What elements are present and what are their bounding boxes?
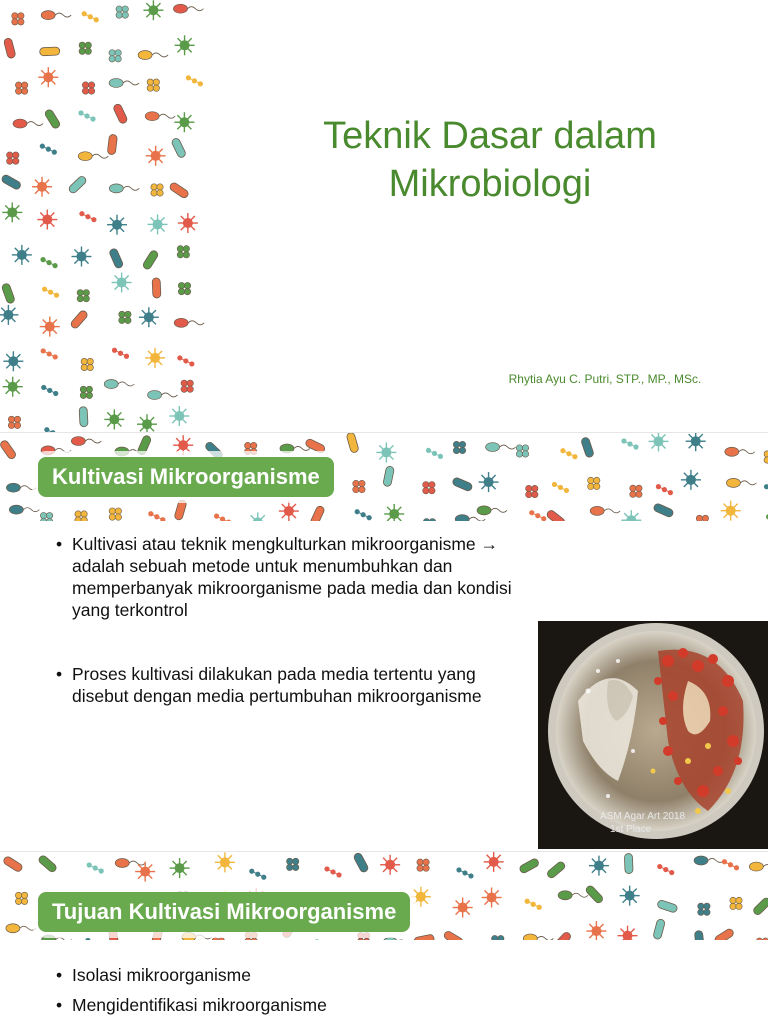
microbe-icon (0, 439, 17, 460)
microbe-icon (82, 11, 99, 22)
microbe-icon (492, 935, 504, 940)
microbe-icon (145, 112, 175, 121)
microbe-icon (215, 852, 235, 872)
microbe-icon (383, 466, 395, 487)
image-caption-2: 1st Place (610, 824, 652, 835)
microbe-icon (648, 433, 668, 451)
microbe-icon (41, 385, 58, 396)
microbe-icon (137, 414, 157, 432)
microbe-icon (178, 282, 190, 294)
microbe-icon (3, 351, 23, 371)
microbe-icon (147, 79, 159, 91)
microbe-icon (112, 348, 129, 359)
microbe-icon (653, 503, 675, 518)
microbe-icon (752, 896, 768, 916)
microbe-icon (714, 928, 735, 940)
microbe-icon (764, 484, 768, 495)
microbe-icon (764, 451, 768, 463)
microbe-icon (479, 472, 499, 492)
slide-tujuan (0, 852, 768, 1024)
microbe-icon (423, 518, 435, 521)
microbe-icon (726, 478, 756, 487)
microbe-icon (484, 852, 504, 872)
microbe-icon (186, 75, 203, 86)
microbe-icon (0, 305, 18, 325)
microbe-icon (178, 213, 198, 233)
microbe-icon (75, 511, 87, 521)
microbe-icon (414, 934, 435, 940)
microbe-icon (249, 869, 266, 880)
microbe-icon (85, 938, 102, 940)
microbe-icon (79, 42, 91, 54)
microbe-icon (3, 377, 23, 397)
microbe-icon (9, 505, 39, 514)
bullet-item: • Mengidentifikasi mikroorganisme (56, 994, 656, 1016)
microbe-icon (426, 448, 443, 459)
title-line-2: Mikrobiologi (388, 163, 592, 205)
microbe-icon (443, 930, 464, 940)
microbe-icon (112, 272, 132, 292)
microbe-icon (109, 50, 121, 62)
microbe-icon (109, 78, 139, 87)
microbe-icon (212, 938, 224, 940)
microbe-icon (82, 82, 94, 94)
microbe-icon (526, 485, 538, 497)
bullet-list (56, 964, 656, 1016)
microbe-icon (657, 864, 674, 875)
agar-art-photo (538, 621, 768, 849)
microbe-icon (423, 482, 435, 494)
microbe-icon (621, 510, 641, 521)
microbe-icon (79, 211, 96, 222)
microbe-icon (730, 897, 742, 909)
microbe-icon (621, 438, 638, 449)
microbe-icon (525, 899, 542, 910)
microbe-icon (756, 938, 768, 940)
microbe-icon (146, 146, 166, 166)
microbe-icon (12, 13, 24, 25)
microbe-icon (346, 433, 359, 453)
title-line-1: Teknik Dasar dalam (323, 115, 657, 157)
microbe-icon (104, 409, 124, 429)
microbe-icon (70, 309, 89, 329)
microbe-icon (486, 443, 516, 452)
bullet-item: • Proses kultivasi dilakukan pada media tertentu yang disebut dengan media pertumbuhan mikroorganisme (56, 663, 526, 707)
microbe-icon (417, 859, 429, 871)
microbe-icon (245, 442, 257, 454)
microbe-icon (3, 38, 16, 59)
microbe-icon (624, 853, 633, 873)
microbe-icon (686, 433, 706, 451)
microbe-icon (107, 134, 117, 155)
microbe-icon (618, 926, 638, 940)
microbe-icon (681, 470, 701, 490)
microbe-icon (310, 505, 326, 521)
microbe-icon (139, 307, 159, 327)
microbe-icon (656, 484, 673, 495)
microbe-icon (411, 887, 431, 907)
microbe-icon (305, 438, 326, 454)
microbe-icon (245, 932, 257, 940)
microbe-icon (6, 483, 36, 492)
microbe-icon (77, 290, 89, 302)
microbe-icon (630, 485, 642, 497)
microbe-icon (529, 510, 546, 521)
microbe-icon (32, 177, 52, 197)
microbe-icon (68, 175, 88, 195)
microbe-icon (107, 215, 127, 235)
section-heading: Tujuan Kultivasi Mikroorganisme (38, 892, 410, 932)
microbe-icon (40, 317, 60, 337)
microbe-icon (142, 249, 159, 270)
microbe-icon (380, 855, 400, 875)
microbe-icon (119, 311, 131, 323)
microbe-icon (174, 499, 187, 520)
microbe-icon (696, 515, 708, 521)
microbe-icon (324, 866, 341, 877)
microbe-icon (135, 862, 155, 882)
microbe-icon (112, 103, 128, 125)
microbe-icon (37, 210, 57, 230)
microbe-icon (455, 515, 485, 521)
microbe-icon (523, 934, 553, 940)
microbe-icon (586, 921, 606, 940)
microbe-icon (174, 318, 204, 327)
microbe-icon (109, 508, 121, 520)
microbe-icon (590, 506, 620, 515)
microbe-icon (173, 435, 193, 455)
microbe-icon (749, 862, 768, 871)
microbe-pattern-panel (0, 0, 206, 432)
microbe-icon (40, 512, 52, 521)
slide-title (0, 0, 768, 432)
microbe-icon (71, 437, 101, 446)
microbe-icon (353, 480, 365, 492)
microbe-icon (44, 427, 61, 432)
microbe-icon (314, 939, 331, 940)
microbe-icon (383, 937, 413, 940)
microbe-icon (170, 858, 190, 878)
microbe-icon (174, 112, 194, 132)
microbe-icon (585, 884, 605, 904)
section-heading: Kultivasi Mikroorganisme (38, 457, 334, 497)
microbe-icon (42, 935, 72, 940)
microbe-icon (453, 441, 465, 453)
microbe-icon (214, 514, 231, 521)
microbe-icon (725, 447, 755, 456)
microbe-icon (722, 859, 739, 870)
microbe-icon (8, 416, 20, 428)
microbe-icon (546, 860, 566, 879)
microbe-icon (87, 862, 104, 873)
microbe-icon (558, 891, 588, 900)
microbe-icon (1, 174, 22, 191)
microbe-icon (552, 482, 569, 493)
microbe-icon (280, 444, 310, 453)
microbe-icon (40, 47, 60, 56)
microbe-icon (13, 119, 43, 128)
microbe-icon (40, 144, 57, 155)
microbe-icon (355, 509, 372, 520)
microbe-icon (2, 855, 23, 872)
microbe-icon (173, 4, 203, 13)
microbe-icon (148, 214, 168, 234)
microbe-icon (38, 67, 58, 87)
microbe-icon (358, 932, 370, 940)
microbe-icon (169, 181, 190, 199)
microbe-icon (694, 930, 704, 940)
author-name: Rhytia Ayu C. Putri, STP., MP., MSc. (508, 372, 702, 386)
microbe-icon (518, 858, 539, 875)
microbe-icon (12, 245, 32, 265)
microbe-icon (482, 887, 502, 907)
microbe-icon (177, 355, 194, 366)
microbe-icon (452, 477, 474, 492)
microbe-icon (116, 6, 128, 18)
microbe-icon (151, 184, 163, 196)
microbe-icon (79, 407, 88, 427)
microbe-icon (41, 348, 58, 359)
microbe-icon (41, 446, 71, 455)
microbe-icon (143, 0, 163, 20)
microbe-icon (42, 287, 59, 298)
microbe-pattern (0, 0, 206, 432)
microbe-icon (80, 386, 92, 398)
microbe-icon (721, 501, 741, 521)
microbe-icon (698, 903, 710, 915)
microbe-icon (653, 918, 666, 939)
microbe-icon (694, 856, 724, 865)
microbe-icon (15, 892, 27, 904)
microbe-icon (152, 278, 161, 298)
microbe-icon (169, 406, 189, 426)
microbe-icon (7, 152, 19, 164)
microbe-icon (175, 35, 195, 55)
slide-title-text (230, 112, 750, 208)
microbe-icon (286, 858, 298, 870)
microbe-icon (384, 504, 404, 521)
microbe-icon (6, 924, 36, 933)
bullet-item: • Kultivasi atau teknik mengkulturkan mikroorganisme → adalah sebuah metode untuk menumbuhkan dan memperbanyak mikroorganisme pada media dan kondisi yang terkontrol (56, 533, 526, 621)
microbe-icon (279, 501, 299, 521)
microbe-icon (148, 511, 165, 521)
image-caption-1: ASM Agar Art 2018 (600, 811, 686, 822)
microbe-icon (353, 852, 369, 873)
microbe-icon (580, 437, 594, 459)
microbe-icon (248, 512, 268, 521)
microbe-icon (453, 898, 473, 918)
microbe-icon (560, 448, 577, 459)
microbe-icon (41, 11, 71, 20)
microbe-icon (177, 246, 189, 258)
microbe-icon (553, 931, 573, 940)
microbe-icon (78, 152, 108, 161)
microbe-icon (2, 202, 22, 222)
microbe-icon (109, 248, 124, 270)
microbe-icon (589, 856, 609, 876)
bullet-item: • Isolasi mikroorganisme (56, 964, 656, 986)
microbe-icon (620, 886, 640, 906)
microbe-icon (657, 899, 679, 913)
microbe-icon (376, 442, 396, 462)
microbe-icon (171, 137, 187, 158)
microbe-icon (37, 854, 57, 873)
microbe-icon (15, 82, 27, 94)
microbe-icon (109, 184, 139, 193)
microbe-icon (78, 110, 95, 121)
microbe-icon (456, 867, 473, 878)
microbe-icon (182, 932, 212, 940)
microbe-icon (516, 445, 528, 457)
slide-kultivasi (0, 433, 768, 851)
microbe-icon (145, 348, 165, 368)
microbe-icon (148, 390, 178, 399)
microbe-icon (181, 380, 193, 392)
microbe-icon (588, 477, 600, 489)
microbe-icon (81, 358, 93, 370)
microbe-icon (40, 257, 57, 268)
microbe-icon (546, 509, 567, 521)
microbe-icon (1, 283, 15, 305)
bullet-list (56, 533, 526, 707)
microbe-icon (138, 50, 168, 59)
microbe-icon (104, 379, 134, 388)
microbe-icon (44, 108, 61, 129)
microbe-icon (477, 506, 507, 515)
microbe-icon (137, 435, 152, 457)
microbe-icon (71, 247, 91, 267)
